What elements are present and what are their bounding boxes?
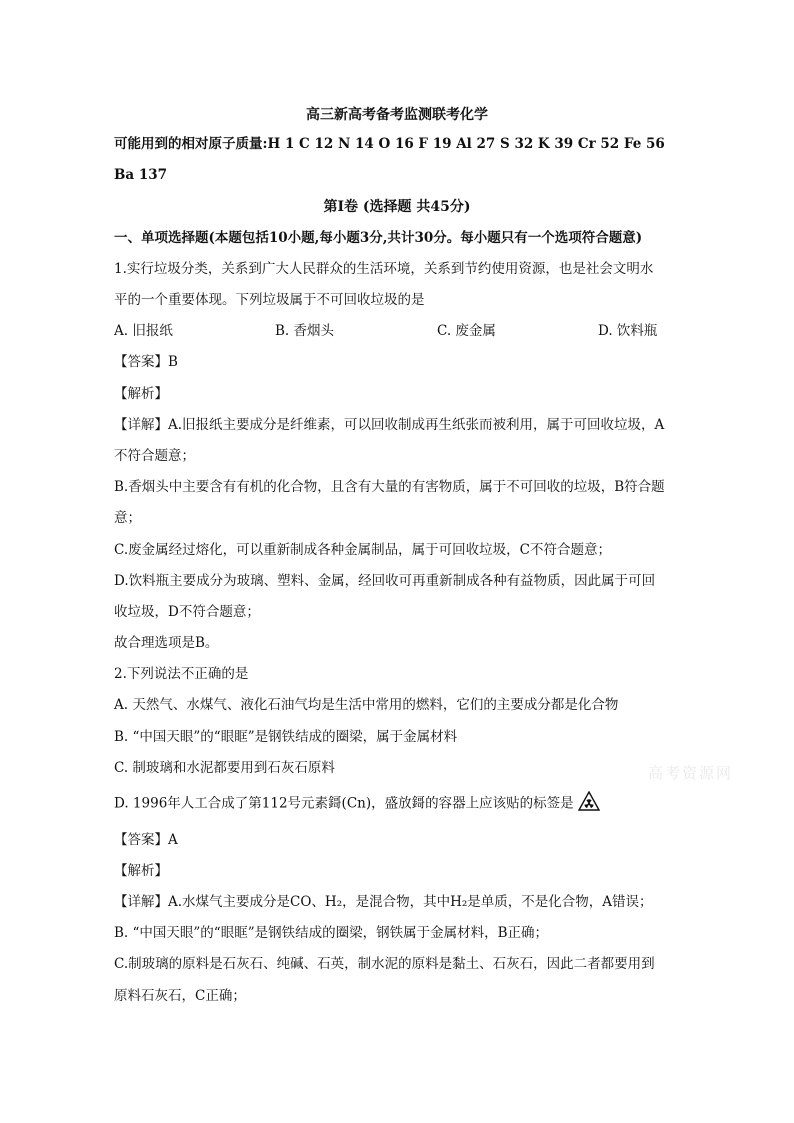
answer-line: 【答案】A <box>114 832 178 848</box>
option-d: D. 1996年人工合成了第112号元素鎶(Cn)，盛放鎶的容器上应该贴的标签是 <box>114 795 574 812</box>
detail-line: 【详解】A.水煤气主要成分是CO、H₂，是混合物，其中H₂是单质，不是化合物，A错误； <box>114 894 653 910</box>
detail-line: 故合理选项是B。 <box>114 635 219 651</box>
atomic-mass-line: Ba 137 <box>114 167 168 183</box>
atomic-mass-line: 可能用到的相对原子质量:H 1 C 12 N 14 O 16 F 19 Al 27 S 32 K 39 Cr 52 Fe 56 <box>114 136 665 152</box>
option-d-row <box>114 791 600 817</box>
option-a: A. 天然气、水煤气、液化石油气均是生活中常用的燃料，它们的主要成分都是化合物 <box>114 697 619 713</box>
answer-line: 【答案】B <box>114 354 178 370</box>
option-b: B. “中国天眼”的“眼眶”是钢铁结成的圈梁，属于金属材料 <box>114 729 458 745</box>
section-title: 第Ⅰ卷 (选择题 共45分) <box>323 199 471 215</box>
analysis-label: 【解析】 <box>114 863 168 879</box>
question-stem: 1.实行垃圾分类，关系到广大人民群众的生活环境，关系到节约使用资源，也是社会文明水 <box>114 261 654 277</box>
option-c: C. 废金属 <box>437 323 496 339</box>
option-c: C. 制玻璃和水泥都要用到石灰石原料 <box>114 760 335 776</box>
detail-line: B. “中国天眼”的“眼眶”是钢铁结成的圈梁，钢铁属于金属材料，B正确； <box>114 925 549 941</box>
detail-line: 【详解】A.旧报纸主要成分是纤维素，可以回收制成再生纸张而被利用，属于可回收垃圾，A <box>114 417 665 433</box>
detail-line: 不符合题意； <box>114 448 195 464</box>
detail-line: C.废金属经过熔化，可以重新制成各种金属制品，属于可回收垃圾，C不符合题意； <box>114 542 611 558</box>
option-d: D. 饮料瓶 <box>598 323 658 339</box>
option-b: B. 香烟头 <box>275 323 335 339</box>
question-stem: 平的一个重要体现。下列垃圾属于不可回收垃圾的是 <box>114 292 425 308</box>
detail-line: C.制玻璃的原料是石灰石、纯碱、石英，制水泥的原料是黏土、石灰石，因此二者都要用到 <box>114 956 655 972</box>
option-a: A. 旧报纸 <box>114 323 173 339</box>
detail-line: B.香烟头中主要含有有机的化合物，且含有大量的有害物质，属于不可回收的垃圾，B符合题 <box>114 479 665 495</box>
page-title: 高三新高考备考监测联考化学 <box>306 107 488 123</box>
part-heading: 一、单项选择题(本题包括10小题,每小题3分,共计30分。每小题只有一个选项符合题意) <box>114 230 643 246</box>
analysis-label: 【解析】 <box>114 386 168 402</box>
detail-line: 意； <box>114 510 141 526</box>
watermark: 高考资源网 <box>648 764 734 782</box>
radioactive-warning-icon <box>578 791 600 817</box>
detail-line: 原料石灰石，C正确； <box>114 988 246 1004</box>
question-stem: 2.下列说法不正确的是 <box>114 666 249 682</box>
detail-line: 收垃圾，D不符合题意； <box>114 604 260 620</box>
detail-line: D.饮料瓶主要成分为玻璃、塑料、金属，经回收可再重新制成各种有益物质，因此属于可回 <box>114 573 656 589</box>
